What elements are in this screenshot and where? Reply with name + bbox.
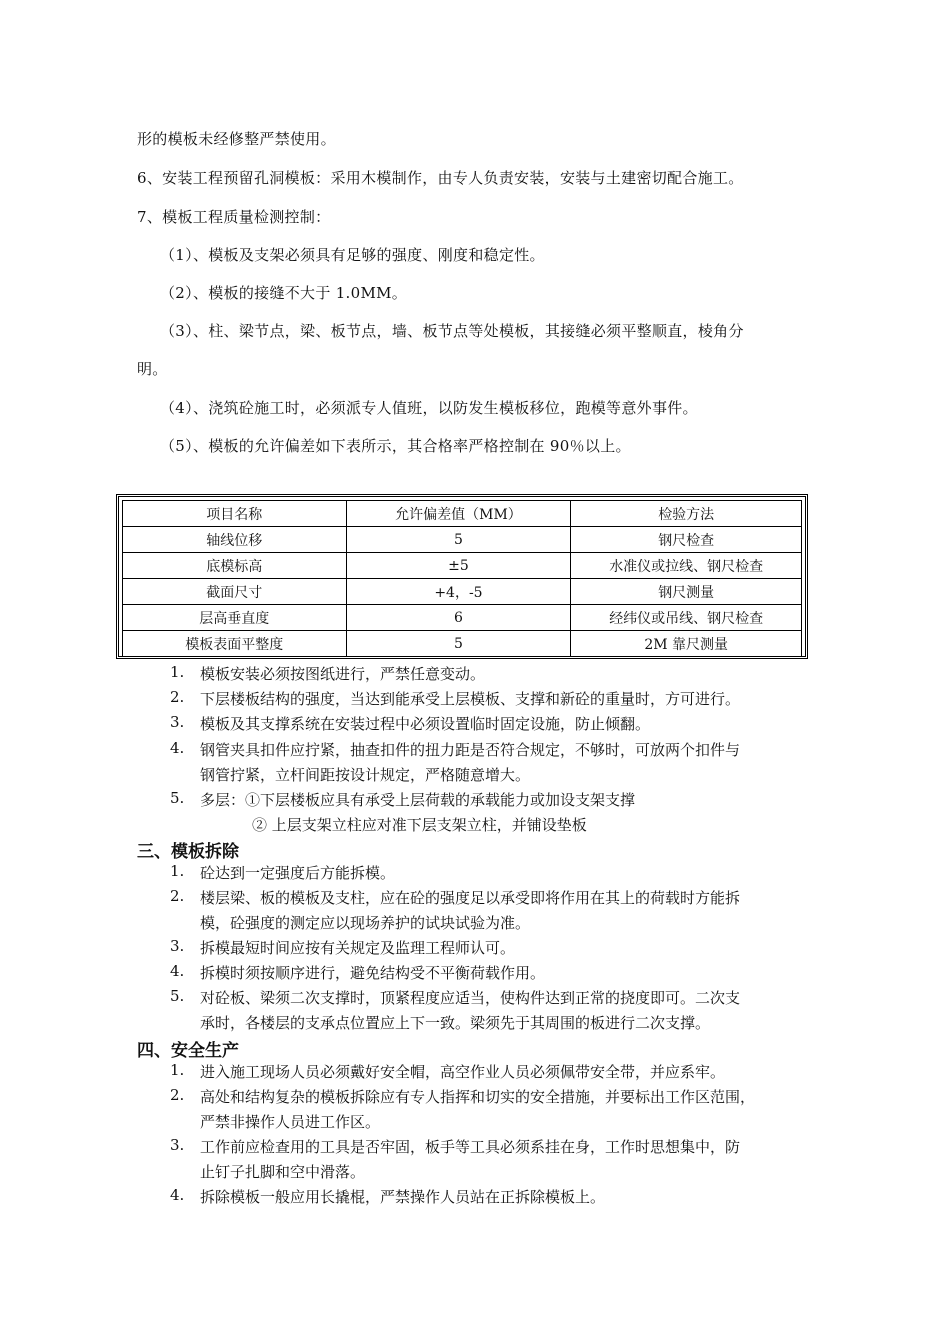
list-number: 4. xyxy=(170,962,185,980)
table-cell: 6 xyxy=(346,605,571,631)
list-number: 3. xyxy=(170,713,185,731)
paragraph: 6、安装工程预留孔洞模板：采用木模制作，由专人负责安装，安装与土建密切配合施工。 xyxy=(137,169,744,187)
list-text: 砼达到一定强度后方能拆模。 xyxy=(200,864,396,882)
table-cell: 经纬仪或吊线、钢尺检查 xyxy=(571,605,802,631)
list-text: 工作前应检查用的工具是否牢固，板手等工具必须系挂在身，工作时思想集中，防 xyxy=(200,1138,741,1156)
table-cell: 5 xyxy=(346,631,571,657)
table-row xyxy=(123,553,802,579)
list-number: 1. xyxy=(170,663,185,681)
list-text: 多层：①下层楼板应具有承受上层荷载的承载能力或加设支架支撑 xyxy=(200,791,636,809)
table-row xyxy=(123,605,802,631)
list-number: 3. xyxy=(170,937,185,955)
paragraph: （3）、柱、梁节点，梁、板节点，墙、板节点等处模板，其接缝必须平整顺直，棱角分 xyxy=(160,322,744,340)
list-number: 1. xyxy=(170,862,185,880)
list-number: 2. xyxy=(170,1086,185,1104)
list-number: 4. xyxy=(170,1186,185,1204)
table-header-cell: 允许偏差值（MM） xyxy=(346,501,571,527)
list-text-continuation: 承时，各楼层的支承点位置应上下一致。梁须先于其周围的板进行二次支撑。 xyxy=(200,1014,711,1032)
table-cell: 钢尺检查 xyxy=(571,527,802,553)
list-text-continuation: 钢管拧紧，立杆间距按设计规定，严格随意增大。 xyxy=(200,766,531,784)
list-text: 下层楼板结构的强度，当达到能承受上层模板、支撑和新砼的重量时，方可进行。 xyxy=(200,690,741,708)
list-text: 对砼板、梁须二次支撑时，顶紧程度应适当，使构件达到正常的挠度即可。二次支 xyxy=(200,989,741,1007)
list-text-continuation: 模，砼强度的测定应以现场养护的试块试验为准。 xyxy=(200,914,531,932)
list-number: 5. xyxy=(170,789,185,807)
list-text-continuation: 严禁非操作人员进工作区。 xyxy=(200,1113,381,1131)
table-header-row xyxy=(123,501,802,527)
table-row xyxy=(123,579,802,605)
tolerance-table xyxy=(116,494,808,659)
list-text: 楼层梁、板的模板及支柱，应在砼的强度足以承受即将作用在其上的荷载时方能拆 xyxy=(200,889,741,907)
section-heading: 三、模板拆除 xyxy=(137,842,239,862)
list-text: 模板安装必须按图纸进行，严禁任意变动。 xyxy=(200,665,486,683)
list-number: 3. xyxy=(170,1136,185,1154)
table-cell: 模板表面平整度 xyxy=(123,631,347,657)
list-number: 5. xyxy=(170,987,185,1005)
paragraph: 形的模板未经修整严禁使用。 xyxy=(137,130,336,148)
paragraph: （4）、浇筑砼施工时，必须派专人值班，以防发生模板移位，跑模等意外事件。 xyxy=(160,399,698,417)
table-cell: 水准仪或拉线、钢尺检查 xyxy=(571,553,802,579)
table-cell: ±5 xyxy=(346,553,571,579)
list-text: 拆模最短时间应按有关规定及监理工程师认可。 xyxy=(200,939,516,957)
paragraph: （2）、模板的接缝不大于 1.0MM。 xyxy=(160,284,408,302)
table-cell: 轴线位移 xyxy=(123,527,347,553)
table-header-cell: 检验方法 xyxy=(571,501,802,527)
list-number: 4. xyxy=(170,739,185,757)
table-cell: 钢尺测量 xyxy=(571,579,802,605)
list-text: 拆除模板一般应用长撬棍，严禁操作人员站在正拆除模板上。 xyxy=(200,1188,606,1206)
paragraph: （1）、模板及支架必须具有足够的强度、刚度和稳定性。 xyxy=(160,246,545,264)
list-number: 2. xyxy=(170,688,185,706)
list-text: 模板及其支撑系统在安装过程中必须设置临时固定设施，防止倾翻。 xyxy=(200,715,651,733)
list-text: 高处和结构复杂的模板拆除应有专人指挥和切实的安全措施，并要标出工作区范围， xyxy=(200,1088,756,1106)
table-cell: 2M 靠尺测量 xyxy=(571,631,802,657)
paragraph: 明。 xyxy=(137,360,168,378)
table-cell: 截面尺寸 xyxy=(123,579,347,605)
section-heading: 四、安全生产 xyxy=(137,1041,239,1061)
list-number: 1. xyxy=(170,1061,185,1079)
list-text-continuation: ② 上层支架立柱应对准下层支架立柱，并铺设垫板 xyxy=(252,816,587,834)
list-text: 钢管夹具扣件应拧紧，抽查扣件的扭力距是否符合规定，不够时，可放两个扣件与 xyxy=(200,741,741,759)
list-text: 进入施工现场人员必须戴好安全帽，高空作业人员必须佩带安全带，并应系牢。 xyxy=(200,1063,726,1081)
list-text-continuation: 止钉子扎脚和空中滑落。 xyxy=(200,1163,366,1181)
table-row xyxy=(123,631,802,657)
table-cell: 层高垂直度 xyxy=(123,605,347,631)
table-cell: 5 xyxy=(346,527,571,553)
paragraph: 7、模板工程质量检测控制： xyxy=(137,208,331,226)
list-text: 拆模时须按顺序进行，避免结构受不平衡荷载作用。 xyxy=(200,964,546,982)
table-cell: 底模标高 xyxy=(123,553,347,579)
list-number: 2. xyxy=(170,887,185,905)
table-cell: +4，-5 xyxy=(346,579,571,605)
table-header-cell: 项目名称 xyxy=(123,501,347,527)
paragraph: （5）、模板的允许偏差如下表所示，其合格率严格控制在 90％以上。 xyxy=(160,437,631,455)
table-row xyxy=(123,527,802,553)
